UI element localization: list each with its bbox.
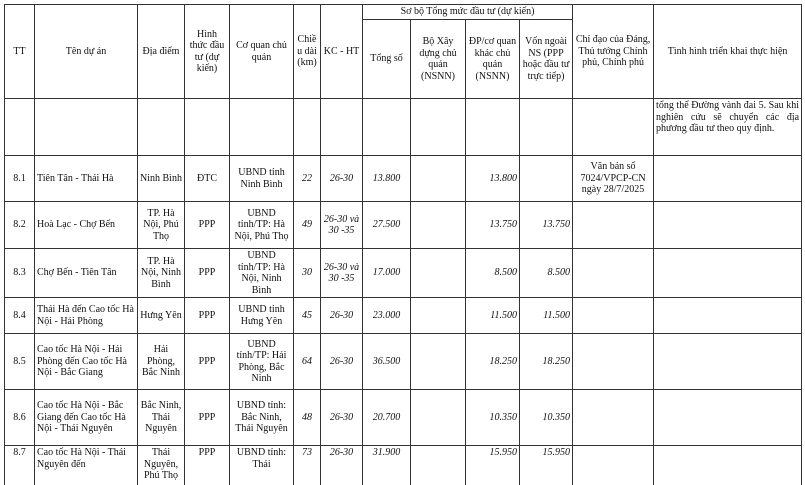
row-tt: 8.5: [5, 334, 35, 390]
row-name: Tiên Tân - Thái Hà: [35, 156, 138, 202]
table-row: [5, 202, 802, 249]
row-location: TP. Hà Nội, Phú Thọ: [138, 202, 185, 249]
row-bxd: [411, 390, 466, 446]
row-tt: 8.4: [5, 298, 35, 334]
row-direction: [573, 446, 654, 485]
table-row: [5, 249, 802, 298]
row-ngoai: 11.500: [520, 298, 573, 334]
row-dp: 11.500: [466, 298, 520, 334]
row-dp: 13.750: [466, 202, 520, 249]
row-name: Hoà Lạc - Chợ Bến: [35, 202, 138, 249]
row-direction: [573, 334, 654, 390]
row-kc: 26-30: [321, 446, 363, 485]
col-ministry: Bộ Xây dựng chủ quản (NSNN): [411, 20, 466, 99]
row-agency: UBND tỉnh/TP: Hà Nội, Phú Thọ: [230, 202, 294, 249]
row-kc: 26-30 và 30 -35: [321, 202, 363, 249]
col-non-budget: Vốn ngoài NS (PPP hoặc đầu tư trực tiếp): [520, 20, 573, 99]
row-direction: [573, 390, 654, 446]
row-bxd: [411, 202, 466, 249]
row-length: 48: [294, 390, 321, 446]
row-location: Hải Phòng, Bắc Ninh: [138, 334, 185, 390]
col-location: Địa điểm: [138, 5, 185, 99]
row-kc: 26-30: [321, 156, 363, 202]
continuation-row: [5, 99, 802, 156]
row-dp: 15.950: [466, 446, 520, 485]
row-form: ĐTC: [185, 156, 230, 202]
row-bxd: [411, 249, 466, 298]
investment-table: [4, 4, 802, 485]
row-name: Cao tốc Hà Nội - Thái Nguyên đến: [35, 446, 138, 485]
table-row: [5, 156, 802, 202]
row-ngoai: 13.750: [520, 202, 573, 249]
row-agency: UBND tỉnh/TP: Hải Phòng, Bắc Ninh: [230, 334, 294, 390]
row-total: 27.500: [363, 202, 411, 249]
row-kc: 26-30: [321, 334, 363, 390]
row-status: [654, 298, 802, 334]
col-group-investment: Sơ bộ Tổng mức đầu tư (dự kiến): [363, 5, 573, 20]
row-location: Thái Nguyên, Phú Thọ: [138, 446, 185, 485]
row-tt: 8.2: [5, 202, 35, 249]
row-location: Bắc Ninh, Thái Nguyên: [138, 390, 185, 446]
row-status: [654, 446, 802, 485]
row-tt: 8.3: [5, 249, 35, 298]
row-form: PPP: [185, 390, 230, 446]
col-total: Tổng số: [363, 20, 411, 99]
row-ngoai: 18.250: [520, 334, 573, 390]
row-name: Cao tốc Hà Nội - Hải Phòng đến Cao tốc Hà Nội - Bắc Giang: [35, 334, 138, 390]
col-project-name: Tên dự án: [35, 5, 138, 99]
row-ngoai: 15.950: [520, 446, 573, 485]
row-kc: 26-30 và 30 -35: [321, 249, 363, 298]
row-tt: 8.1: [5, 156, 35, 202]
row-status: [654, 156, 802, 202]
row-name: Cao tốc Hà Nội - Bắc Giang đến Cao tốc Hà Nội - Thái Nguyên: [35, 390, 138, 446]
row-form: PPP: [185, 298, 230, 334]
row-form: PPP: [185, 446, 230, 485]
row-direction: [573, 298, 654, 334]
row-status: [654, 202, 802, 249]
row-ngoai: 8.500: [520, 249, 573, 298]
row-total: 31.900: [363, 446, 411, 485]
row-dp: 18.250: [466, 334, 520, 390]
row-dp: 8.500: [466, 249, 520, 298]
row-tt: 8.6: [5, 390, 35, 446]
row-dp: 13.800: [466, 156, 520, 202]
row-total: 17.000: [363, 249, 411, 298]
row-direction: [573, 202, 654, 249]
row-location: TP. Hà Nội, Ninh Bình: [138, 249, 185, 298]
row-bxd: [411, 446, 466, 485]
row-length: 30: [294, 249, 321, 298]
row-total: 20.700: [363, 390, 411, 446]
row-agency: UBND tỉnh Ninh Bình: [230, 156, 294, 202]
table-row: [5, 298, 802, 334]
row-ngoai: 10.350: [520, 390, 573, 446]
row-tt: 8.7: [5, 446, 35, 485]
row-length: 49: [294, 202, 321, 249]
row-total: 36.500: [363, 334, 411, 390]
row-bxd: [411, 334, 466, 390]
row-direction: Văn bản số 7024/VPCP-CN ngày 28/7/2025: [573, 156, 654, 202]
row-length: 73: [294, 446, 321, 485]
header-row-1: [5, 5, 802, 20]
row-status: [654, 249, 802, 298]
col-length: Chiều dài (km): [294, 5, 321, 99]
row-agency: UBND tỉnh: Bắc Ninh, Thái Nguyên: [230, 390, 294, 446]
table-row: [5, 446, 802, 485]
table-row: [5, 390, 802, 446]
row-name: Thái Hà đến Cao tốc Hà Nội - Hải Phòng: [35, 298, 138, 334]
col-tt: TT: [5, 5, 35, 99]
continuation-note: tổng thể Đường vành đai 5. Sau khi nghiên cứu sẽ chuyển các địa phương đầu tư theo quy định.: [654, 99, 802, 156]
row-agency: UBND tỉnh Hưng Yên: [230, 298, 294, 334]
row-ngoai: [520, 156, 573, 202]
col-local: ĐP/cơ quan khác chủ quản (NSNN): [466, 20, 520, 99]
col-direction: Chỉ đạo của Đảng, Thủ tướng Chính phủ, Chính phủ: [573, 5, 654, 99]
row-length: 22: [294, 156, 321, 202]
row-bxd: [411, 156, 466, 202]
row-name: Chợ Bến - Tiên Tân: [35, 249, 138, 298]
table-row: [5, 334, 802, 390]
row-dp: 10.350: [466, 390, 520, 446]
row-status: [654, 390, 802, 446]
col-agency: Cơ quan chủ quản: [230, 5, 294, 99]
row-length: 64: [294, 334, 321, 390]
col-status: Tình hình triển khai thực hiện: [654, 5, 802, 99]
row-location: Hưng Yên: [138, 298, 185, 334]
row-bxd: [411, 298, 466, 334]
col-kc-ht: KC - HT: [321, 5, 363, 99]
row-direction: [573, 249, 654, 298]
row-total: 13.800: [363, 156, 411, 202]
row-form: PPP: [185, 334, 230, 390]
row-agency: UBND tỉnh/TP: Hà Nội, Ninh Bình: [230, 249, 294, 298]
row-length: 45: [294, 298, 321, 334]
col-investment-form: Hình thức đầu tư (dự kiến): [185, 5, 230, 99]
row-form: PPP: [185, 202, 230, 249]
row-total: 23.000: [363, 298, 411, 334]
row-location: Ninh Bình: [138, 156, 185, 202]
row-agency: UBND tỉnh: Thái: [230, 446, 294, 485]
row-kc: 26-30: [321, 298, 363, 334]
row-status: [654, 334, 802, 390]
row-kc: 26-30: [321, 390, 363, 446]
row-form: PPP: [185, 249, 230, 298]
